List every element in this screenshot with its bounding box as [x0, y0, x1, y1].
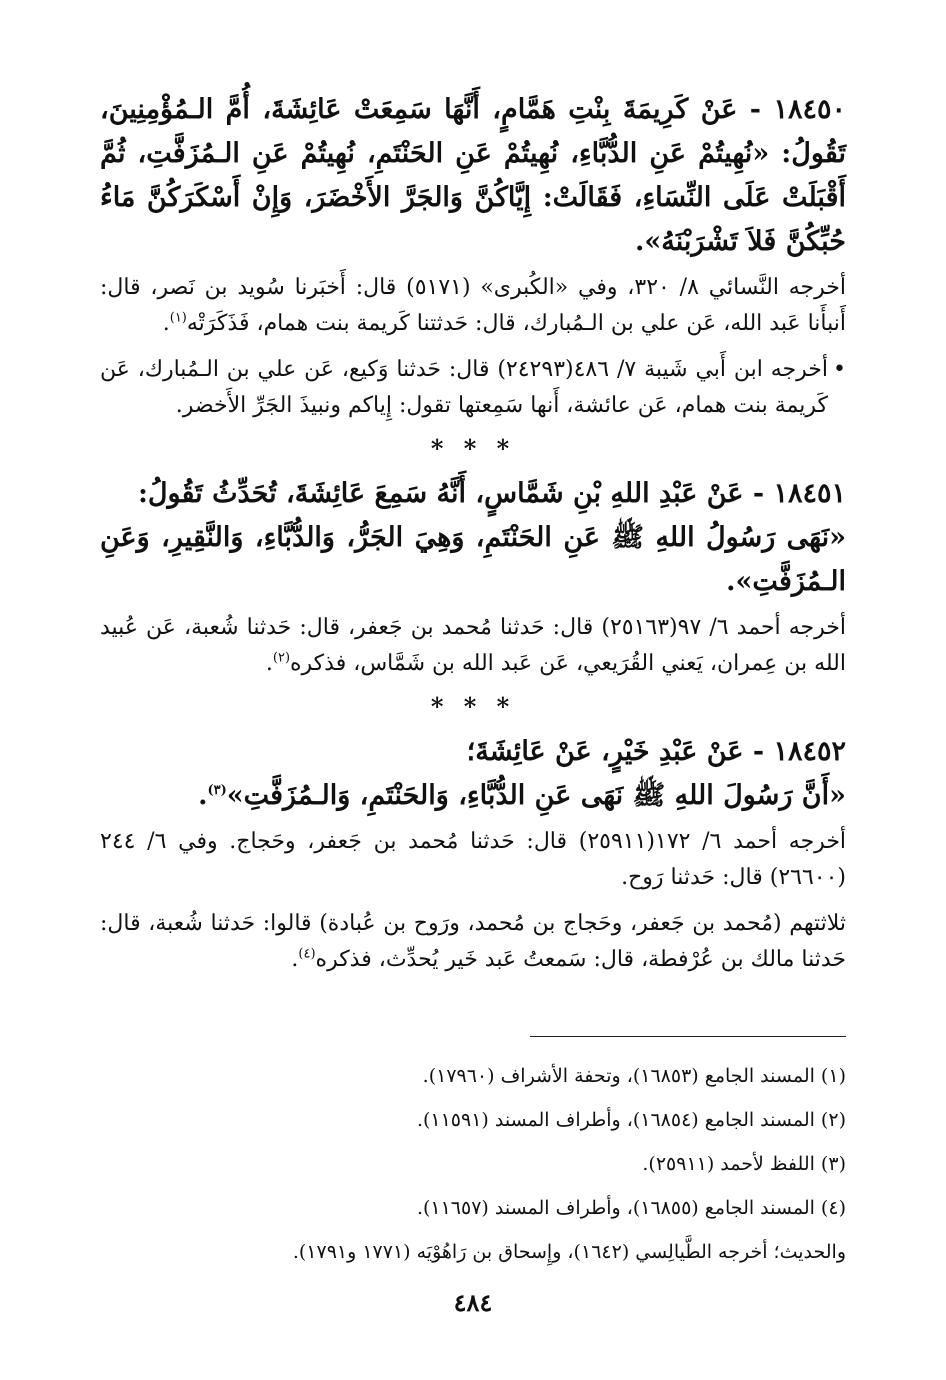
footnote-ref[interactable]: (٤) — [298, 946, 316, 962]
footnote-ref[interactable]: (٣) — [207, 783, 227, 798]
takhrij-paragraph: أخرجه أحمد ٦/ ٩٧(٢٥١٦٣) قال: حَدثنا مُحمد بن جَعفر، قال: حَدثنا شُعبة، عَن عُبيد الله بن عِمران، يَعني القُرَيعي، عَن عَبد الله بن شَمَّاس، فذكره$^{(٢)}$. — [100, 615, 846, 676]
footnote-ref[interactable]: (١) — [169, 310, 187, 326]
hadith-text — [100, 88, 846, 264]
footnotes — [100, 1054, 846, 1274]
bullet-icon: • — [833, 357, 846, 382]
hadith-matn: «نَهَى رَسُولُ اللهِ ﷺ عَنِ الحَنْتَمِ، وَهِيَ الجَرُّ، وَالدُّبَّاءِ، وَالنَّقِيرِ، وَعَنِ الـمُزَفَّتِ». — [100, 522, 846, 597]
footnote-4: (٤) المسند الجامع (١٦٨٥٥)، وأطراف المسند (١١٦٥٧). — [416, 1197, 846, 1219]
hadith-number: ١٨٤٥٠ — [773, 94, 847, 125]
takhrij-text: ثلاثتهم (مُحمد بن جَعفر، وحَجاج بن مُحمد، ورَوح بن عُبادة) قالوا: حَدثنا شُعبة، قال: حَدثنا مالك بن عُرْفطة، قال: سَمعتُ عَبد خَير يُحدِّث، فذكره — [100, 911, 846, 972]
takhrij-paragraph: أخرجه النَّسائي ٨/ ٣٢٠، وفي «الكُبرى» (٥١٧١) قال: أَخبَرنا سُويد بن نَصر، قال: أَنبأَنا عَبد الله، عَن علي بن الـمُبارك، قال: حَدثتنا كَريمة بنت همام، فَذَكَرَتْه$^{(١)}$. — [100, 275, 846, 336]
takhrij-text: أخرجه ابن أَبي شَيبة ٧/ ٤٨٦(٢٤٢٩٣) قال: حَدثنا وَكيع، عَن علي بن الـمُبارك، عَن كَريمة بنت همام، عَن عائشة، أَنها سَمِعتها تقول: إِياكم ونبيذَ الجَرِّ الأَخضر. — [100, 357, 828, 418]
hadith-isnad: - عَنْ عَبْدِ اللهِ بْنِ شَمَّاسٍ، أَنَّهُ سَمِعَ عَائِشَةَ، تُحَدِّثُ تَقُولُ: — [137, 478, 765, 509]
hadith-number: ١٨٤٥٢ — [773, 736, 846, 767]
hadith-isnad: - عَنْ كَرِيمَةَ بِنْتِ هَمَّامٍ، أَنَّهَا سَمِعَتْ عَائِشَةَ، أُمَّ الـمُؤْمِنِينَ، تَقُولُ: — [100, 94, 846, 169]
footnote-note: والحديث؛ أخرجه الطَّيالِسي (١٦٤٢)، وإِسحاق بن رَاهُوْيَه (١٧٧١ و١٧٩١). — [292, 1241, 846, 1263]
hadith-matn: «أَنَّ رَسُولَ اللهِ ﷺ نَهَى عَنِ الدُّبَّاءِ، وَالحَنْتَمِ، وَالـمُزَفَّتِ» — [226, 780, 846, 811]
footnote-1: (١) المسند الجامع (١٦٨٥٣)، وتحفة الأشراف (١٧٩٦٠). — [422, 1065, 846, 1087]
hadith-number: ١٨٤٥١ — [773, 478, 846, 509]
takhrij-paragraph: ثلاثتهم (مُحمد بن جَعفر، وحَجاج بن مُحمد، ورَوح بن عُبادة) قالوا: حَدثنا شُعبة، قال: حَدثنا مالك بن عُرْفطة، قال: سَمعتُ عَبد خَير يُحدِّث، فذكره$^{(٤)}$. — [100, 911, 846, 972]
takhrij-text: أخرجه أحمد ٦/ ٩٧(٢٥١٦٣) قال: حَدثنا مُحمد بن جَعفر، قال: حَدثنا شُعبة، عَن عُبيد الله بن عِمران، يَعني القُرَيعي، عَن عَبد الله بن شَمَّاس، فذكره — [100, 615, 846, 676]
footnote-divider — [530, 1036, 846, 1037]
hadith-18450 — [100, 88, 846, 424]
footnote-2: (٢) المسند الجامع (١٦٨٥٤)، وأطراف المسند (١١٥٩١). — [416, 1109, 846, 1131]
takhrij-text: أخرجه أحمد ٦/ ١٧٢(٢٥٩١١) قال: حَدثنا مُحمد بن جَعفر، وحَجاج. وفي ٦/ ٢٤٤ (٢٦٦٠٠) قال: حَدثنا رَوح. — [100, 829, 847, 890]
hadith-18451 — [100, 472, 846, 682]
footnote-3: (٣) اللفظ لأحمد (٢٥٩١١). — [642, 1153, 846, 1175]
section-separator: * * * — [430, 434, 516, 463]
hadith-text: ١٨٤٥٢ - عَنْ عَبْدِ خَيْرٍ، عَنْ عَائِشَةَ؛ «أَنَّ رَسُولَ اللهِ ﷺ نَهَى عَنِ الدُّبَّاءِ، وَالحَنْتَمِ، وَالـمُزَفَّتِ»$^{(٣)}$. — [198, 736, 846, 811]
takhrij-paragraph — [100, 824, 846, 896]
takhrij-paragraph — [100, 352, 846, 424]
hadith-18452 — [100, 730, 846, 978]
page-number: ٤٨٤ — [453, 1288, 493, 1317]
hadith-text — [100, 472, 846, 604]
hadith-isnad: - عَنْ عَبْدِ خَيْرٍ، عَنْ عَائِشَةَ؛ — [466, 736, 765, 767]
hadith-matn: «نُهِيتُمْ عَنِ الدُّبَّاءِ، نُهِيتُمْ عَنِ الحَنْتَمِ، نُهِيتُمْ عَنِ الـمُزَفَّتِ، ثُمَّ أَقْبَلَتْ عَلَى النِّسَاءِ، فَقَالَتْ: إِيَّاكُنَّ وَالجَرَّ الأَخْضَرَ، وَإِنْ أَسْكَرَكُنَّ مَاءُ حُبِّكُنَّ فَلاَ تَشْرَبْنَهُ». — [100, 138, 846, 257]
takhrij-text: أخرجه النَّسائي ٨/ ٣٢٠، وفي «الكُبرى» (٥١٧١) قال: أَخبَرنا سُويد بن نَصر، قال: أَنبأَنا عَبد الله، عَن علي بن الـمُبارك، قال: حَدثتنا كَريمة بنت همام، فَذَكَرَتْه — [100, 275, 846, 336]
section-separator: * * * — [430, 692, 516, 721]
footnote-ref[interactable]: (٢) — [272, 650, 291, 666]
